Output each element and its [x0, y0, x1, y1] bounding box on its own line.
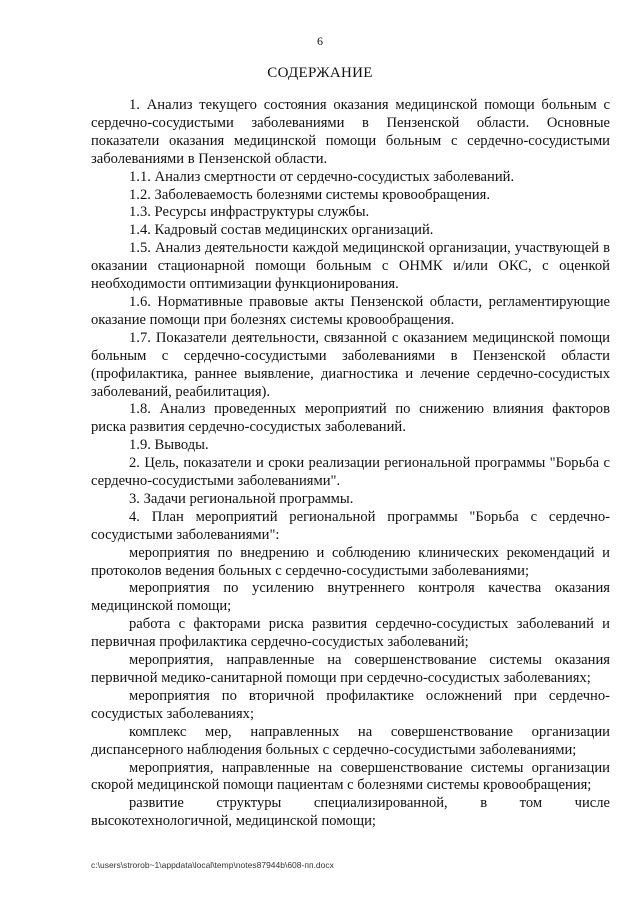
- contents-item: 1.6. Нормативные правовые акты Пензенской области, регламентирующие оказание помощи при болезнях системы кровообращения.: [91, 293, 610, 328]
- contents-item: 1.8. Анализ проведенных мероприятий по снижению влияния факторов риска развития сердечно-сосудистых заболеваний.: [91, 401, 610, 436]
- contents-item: 3. Задачи региональной программы.: [129, 490, 354, 507]
- page-number: 6: [317, 34, 323, 48]
- contents-item: мероприятия по внедрению и соблюдению клинических рекомендаций и протоколов ведения больных с сердечно-сосудистыми заболеваниями;: [91, 544, 610, 579]
- contents-item: мероприятия, направленные на совершенствование системы организации скорой медицинской помощи пациентам с болезнями системы кровообращения;: [91, 759, 610, 794]
- contents-item: 1.5. Анализ деятельности каждой медицинской организации, участвующей в оказании стационарной помощи больным с ОНМК и/или ОКС, с оценкой необходимости оптимизации функционирования.: [91, 240, 610, 293]
- contents-item: 2. Цель, показатели и сроки реализации региональной программы "Борьба с сердечно-сосудистыми заболеваниями".: [91, 455, 610, 490]
- contents-item: мероприятия по усилению внутреннего контроля качества оказания медицинской помощи;: [91, 580, 610, 615]
- contents-item: работа с факторами риска развития сердечно-сосудистых заболеваний и первичная профилактика сердечно-сосудистых заболеваний;: [91, 616, 610, 651]
- contents-item: 1.9. Выводы.: [129, 437, 209, 454]
- contents-item: комплекс мер, направленных на совершенствование организации диспансерного наблюдения больных с сердечно-сосудистыми заболеваниями;: [91, 723, 610, 758]
- contents-item: 1.4. Кадровый состав медицинских организаций.: [129, 222, 434, 239]
- contents-item: мероприятия по вторичной профилактике осложнений при сердечно-сосудистых заболеваниях;: [91, 687, 610, 722]
- contents-item: 1.1. Анализ смертности от сердечно-сосудистых заболеваний.: [129, 168, 515, 185]
- contents-item: 1.7. Показатели деятельности, связанной с оказанием медицинской помощи больным с сердечно-сосудистыми заболеваниями в Пензенской области (профилактика, раннее выявление, диагностика и лечение сердечно-сосудистых заболеваний, реабилитация).: [91, 329, 610, 400]
- contents-list: [91, 97, 610, 831]
- contents-item: 1.3. Ресурсы инфраструктуры службы.: [129, 204, 370, 221]
- contents-item: 1. Анализ текущего состояния оказания медицинской помощи больным с сердечно-сосудистыми заболеваниями в Пензенской области. Основные показатели оказания медицинской помощи больным с сердечно-сосудистыми заболеваниями в Пензенской области.: [91, 97, 610, 167]
- contents-item: мероприятия, направленные на совершенствование системы оказания первичной медико-санитарной помощи при сердечно-сосудистых заболеваниях;: [91, 652, 610, 686]
- page-title: СОДЕРЖАНИЕ: [267, 65, 373, 81]
- footer-file-path: c:\users\strorob~1\appdata\local\temp\notes87944b\608-пп.docx: [91, 860, 334, 870]
- contents-item: развитие структуры специализированной, в том числе высокотехнологичной, медицинской помощи;: [91, 795, 610, 830]
- contents-item: 1.2. Заболеваемость болезнями системы кровообращения.: [129, 186, 491, 203]
- contents-item: 4. План мероприятий региональной программы "Борьба с сердечно-сосудистыми заболеваниями":: [91, 508, 610, 543]
